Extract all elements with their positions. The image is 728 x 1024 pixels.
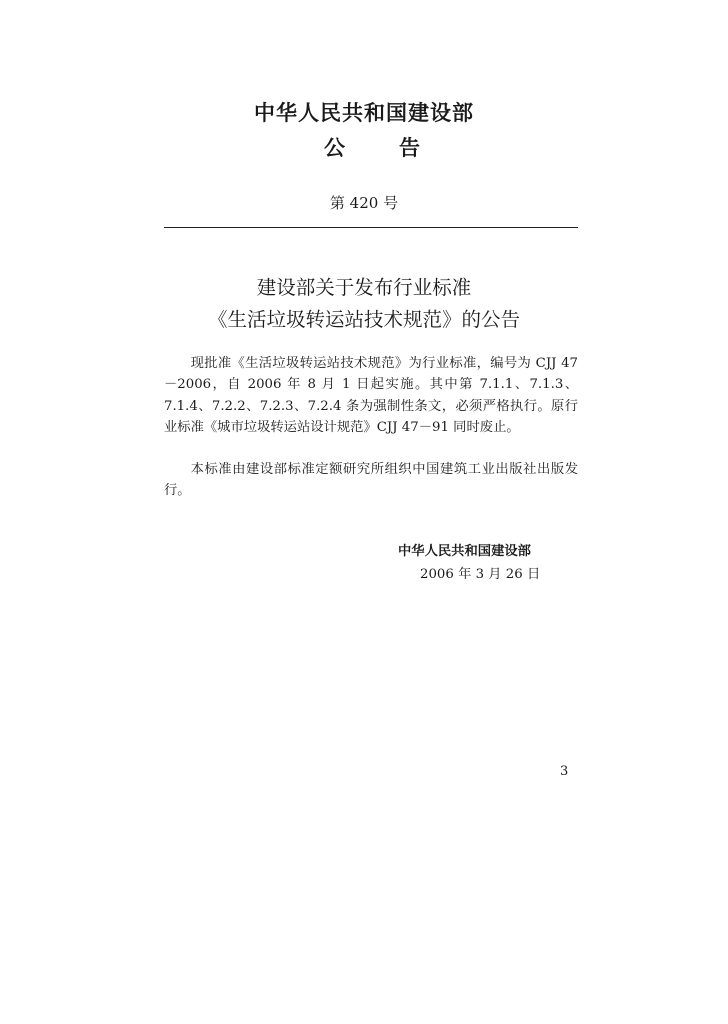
body-paragraph-1: 现批准《生活垃圾转运站技术规范》为行业标准，编号为 CJJ 47－2006，自 2006 年 8 月 1 日起实施。其中第 7.1.1、7.1.3、7.1.4、7.2.2、7.2.3、7.2.4 条为强制性条文，必须严格执行。原行业标准《城市垃圾转运站设计规范》CJJ 47－91 同时废止。 — [164, 356, 578, 435]
signature-authority: 中华人民共和国建设部 — [398, 544, 531, 559]
notice-heading — [324, 132, 420, 162]
issuing-authority: 中华人民共和国建设部 — [254, 101, 474, 125]
notice-heading-char-1: 公 — [324, 136, 345, 160]
page-number: 3 — [560, 764, 569, 779]
signature-date: 2006 年 3 月 26 日 — [420, 567, 541, 582]
notice-heading-char-2: 告 — [399, 136, 420, 160]
document-title-line-2: 《生活垃圾转运站技术规范》的公告 — [207, 308, 520, 331]
header-divider — [164, 227, 578, 228]
document-title-line-1: 建设部关于发布行业标准 — [256, 276, 472, 299]
body-paragraph-2: 本标准由建设部标准定额研究所组织中国建筑工业出版社出版发行。 — [164, 462, 578, 499]
notice-number: 第 420 号 — [329, 194, 399, 212]
